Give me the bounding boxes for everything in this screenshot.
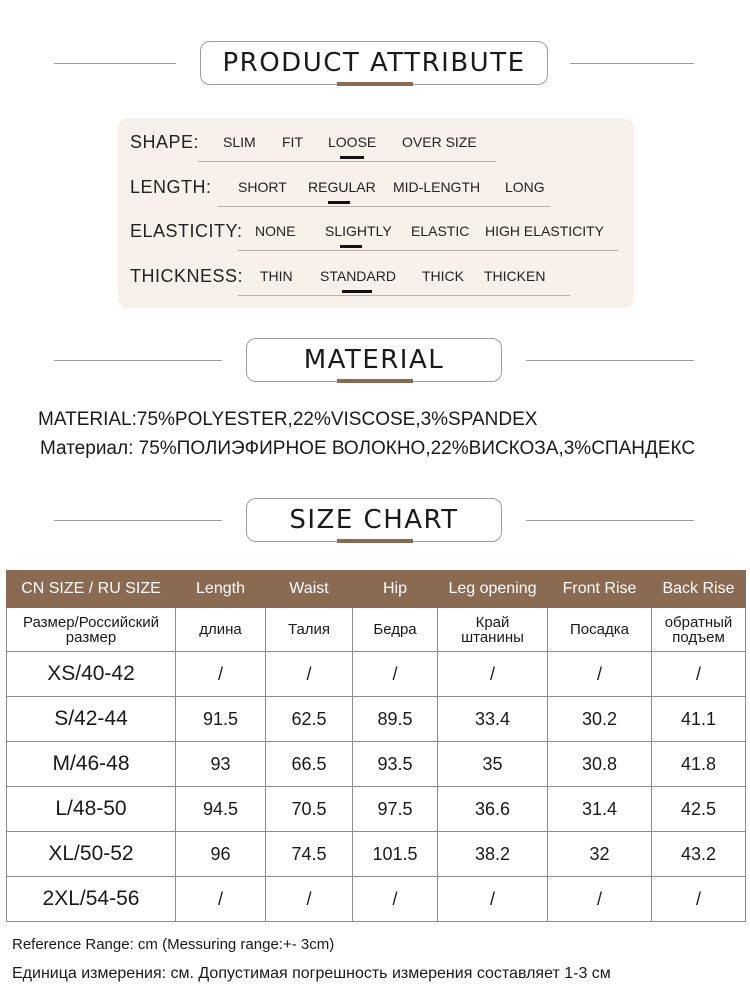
attr-option-selected: SLIGHTLY [325,223,392,239]
measurement-cell: 101.5 [353,832,438,877]
attr-option: FIT [282,134,303,150]
selected-marker [328,201,350,204]
measurement-cell: 36.6 [438,787,548,832]
attr-row-shape [118,126,634,162]
ru-column-header: Посадка [548,608,652,652]
column-header: Waist [266,571,353,608]
measurement-cell: 62.5 [266,697,353,742]
table-ru-header-row [7,608,746,652]
attr-row-thickness [118,260,634,296]
size-cell: S/42-44 [7,697,176,742]
measurement-cell: 30.2 [548,697,652,742]
header-rule-left [54,360,222,361]
measurement-cell: 32 [548,832,652,877]
measurement-cell: 94.5 [176,787,266,832]
attr-option-selected: REGULAR [308,179,376,195]
header-accent-bar [337,539,413,543]
measurement-cell: 91.5 [176,697,266,742]
measurement-cell: 31.4 [548,787,652,832]
product-attribute-title: PRODUCT ATTRIBUTE [200,41,548,85]
measurement-cell: 93.5 [353,742,438,787]
attr-option: HIGH ELASTICITY [485,223,605,239]
attr-label: LENGTH: [130,177,212,197]
measurement-cell: 41.1 [652,697,746,742]
attr-option-selected: STANDARD [320,268,396,284]
attr-option: SHORT [238,179,287,195]
size-cell: M/46-48 [7,742,176,787]
material-header [0,338,750,388]
header-accent-bar [337,379,413,383]
measurement-cell: 42.5 [652,787,746,832]
column-header: CN SIZE / RU SIZE [7,571,176,608]
measurement-cell: 89.5 [353,697,438,742]
table-header-row [7,571,746,608]
size-cell: XS/40-42 [7,652,176,697]
header-rule-right [526,360,694,361]
attr-option: THICKEN [484,268,546,284]
attr-label: THICKNESS: [130,266,244,286]
selected-marker [340,156,364,159]
measurement-cell: 74.5 [266,832,353,877]
measurement-cell: / [176,877,266,922]
header-rule-left [54,520,222,521]
measurement-cell: / [548,877,652,922]
measurement-cell: / [438,877,548,922]
material-title: MATERIAL [246,338,502,382]
measurement-cell: 41.8 [652,742,746,787]
measurement-cell: / [548,652,652,697]
selected-marker [342,290,372,293]
attr-option-selected: LOOSE [328,134,377,150]
measurement-cell: 93 [176,742,266,787]
ru-column-header: длина [176,608,266,652]
ru-column-header: Бедра [353,608,438,652]
column-header: Back Rise [652,571,746,608]
ru-column-header: Талия [266,608,353,652]
attr-option: MID-LENGTH [393,179,481,195]
attr-label: ELASTICITY: [130,221,243,241]
attr-option: NONE [255,223,296,239]
table-row [7,742,746,787]
measurement-cell: / [353,652,438,697]
header-rule-right [570,63,694,64]
attr-row-length [118,171,634,207]
attribute-panel [118,118,634,308]
column-header: Length [176,571,266,608]
attr-option: LONG [505,179,545,195]
ru-column-header: обратный подъем [652,608,746,652]
table-row [7,877,746,922]
size-cell: XL/50-52 [7,832,176,877]
material-english: MATERIAL:75%POLYESTER,22%VISCOSE,3%SPANDEX [38,409,538,430]
measurement-cell: 43.2 [652,832,746,877]
attr-option: THIN [260,268,293,284]
size-chart-title: SIZE CHART [246,498,502,542]
measurement-cell: / [266,652,353,697]
attr-option: SLIM [223,134,256,150]
size-chart-header [0,498,750,548]
size-cell: L/48-50 [7,787,176,832]
header-accent-bar [337,82,413,86]
attr-option: OVER SIZE [402,134,477,150]
footer-russian-note: Единица измерения: см. Допустимая погрешность измерения составляет 1-3 см [12,965,611,982]
measurement-cell: 30.8 [548,742,652,787]
product-attribute-header [0,41,750,91]
attr-option: ELASTIC [411,223,470,239]
ru-column-header: Размер/Российский размер [7,608,176,652]
size-cell: 2XL/54-56 [7,877,176,922]
measurement-cell: 97.5 [353,787,438,832]
selected-marker [340,245,362,248]
measurement-cell: / [353,877,438,922]
measurement-cell: / [266,877,353,922]
ru-column-header: Край штанины [438,608,548,652]
measurement-cell: / [438,652,548,697]
attr-option: THICK [422,268,464,284]
measurement-cell: / [652,652,746,697]
measurement-cell: / [176,652,266,697]
table-row [7,832,746,877]
measurement-cell: 38.2 [438,832,548,877]
measurement-cell: 70.5 [266,787,353,832]
measurement-cell: 96 [176,832,266,877]
table-row [7,697,746,742]
column-header: Front Rise [548,571,652,608]
attr-label: SHAPE: [130,132,200,152]
header-rule-right [526,520,694,521]
measurement-cell: 66.5 [266,742,353,787]
material-russian: Материал: 75%ПОЛИЭФИРНОЕ ВОЛОКНО,22%ВИСКОЗА,3%СПАНДЕКС [40,438,696,459]
table-row [7,787,746,832]
header-rule-left [54,63,176,64]
measurement-cell: / [652,877,746,922]
column-header: Leg opening [438,571,548,608]
size-chart-table [6,570,746,922]
attr-row-elasticity [118,215,634,251]
measurement-cell: 33.4 [438,697,548,742]
table-row [7,652,746,697]
footer-reference-range: Reference Range: cm (Messuring range:+- 3cm) [12,936,335,953]
measurement-cell: 35 [438,742,548,787]
column-header: Hip [353,571,438,608]
